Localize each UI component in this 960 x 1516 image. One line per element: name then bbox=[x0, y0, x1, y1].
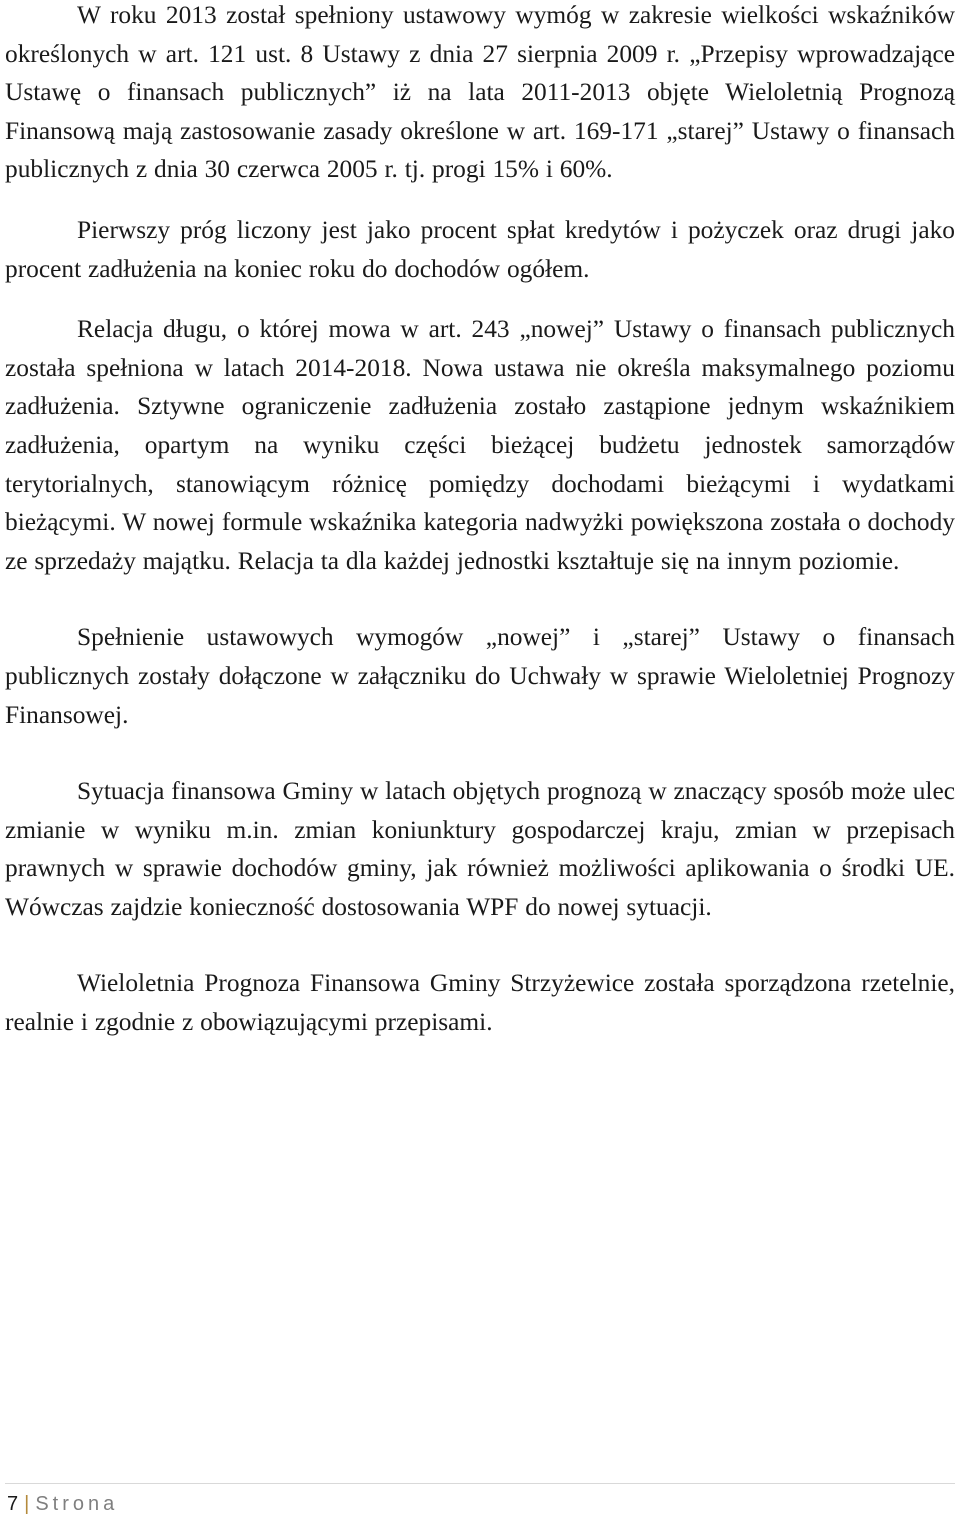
paragraph-first-threshold: Pierwszy próg liczony jest jako procent spłat kredytów i pożyczek oraz drugi jako procent zadłużenia na koniec roku do dochodów ogółem. bbox=[5, 215, 955, 283]
footer-divider bbox=[5, 1483, 955, 1484]
page-label: Strona bbox=[35, 1493, 119, 1515]
paragraph-debt-relation-art-243: Relacja długu, o której mowa w art. 243 „nowej” Ustawy o finansach publicznych została spełniona w latach 2014-2018. Nowa ustawa nie określa maksymalnego poziomu zadłużenia. Sztywne ograniczenie zadłużenia zostało zastąpione jednym wskaźnikiem zadłużenia, opartym na wyniku części bieżącej budżetu jednostek samorządów terytorialnych, stanowiącym różnicę pomiędzy dochodami bieżącymi i wydatkami bieżącymi. W nowej formule wskaźnika kategoria nadwyżki powiększona została o dochody ze sprzedaży majątku. Relacja ta dla każdej jednostki kształtuje się na innym poziomie. bbox=[5, 315, 955, 575]
paragraph-debt-thresholds-2013: W roku 2013 został spełniony ustawowy wymóg w zakresie wielkości wskaźników określonych w art. 121 ust. 8 Ustawy z dnia 27 sierpnia 2009 r. „Przepisy wprowadzające Ustawę o finansach publicznych” iż na lata 2011-2013 objęte Wieloletnią Prognozą Finansową mają zastosowanie zasady określone w art. 169-171 „starej” Ustawy o finansach publicznych z dnia 30 czerwca 2005 r. tj. progi 15% i 60%. bbox=[5, 1, 955, 184]
page-indicator bbox=[7, 1492, 118, 1516]
paragraph-conclusion: Wieloletnia Prognoza Finansowa Gminy Strzyżewice została sporządzona rzetelnie, realnie i zgodnie z obowiązującymi przepisami. bbox=[5, 969, 955, 1037]
paragraph-financial-situation: Sytuacja finansowa Gminy w latach objętych prognozą w znaczący sposób może ulec zmianie w wyniku m.in. zmian koniunktury gospodarczej kraju, zmian w przepisach prawnych w sprawie dochodów gminy, jak również możliwości aplikowania o środki UE. Wówczas zajdzie konieczność dostosowania WPF do nowej sytuacji. bbox=[5, 777, 955, 921]
page-number: 7 bbox=[7, 1493, 19, 1515]
document-page bbox=[5, 0, 955, 1042]
footer-separator: | bbox=[24, 1493, 30, 1515]
paragraph-requirements-attachment: Spełnienie ustawowych wymogów „nowej” i „starej” Ustawy o finansach publicznych zostały dołączone w załączniku do Uchwały w sprawie Wieloletniej Prognozy Finansowej. bbox=[5, 623, 955, 729]
